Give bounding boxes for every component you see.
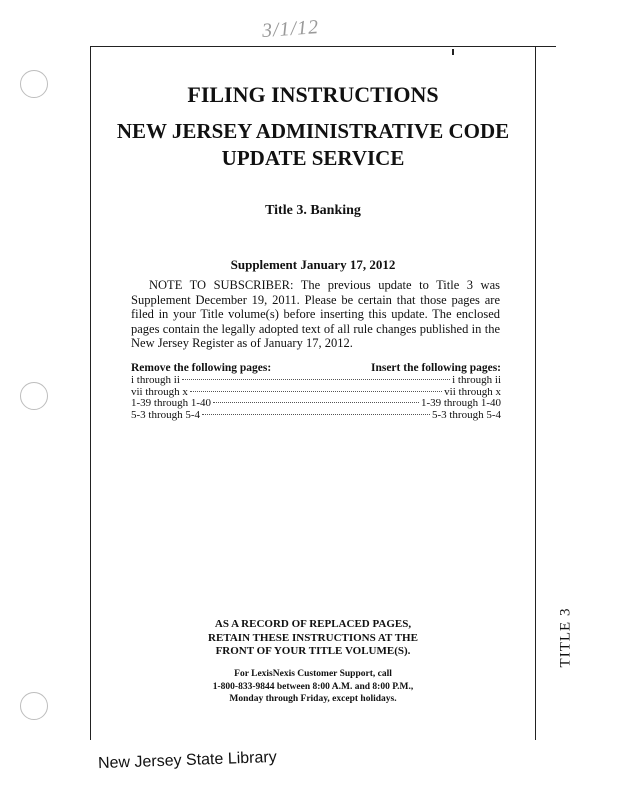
remove-header: Remove the following pages: <box>131 362 272 374</box>
library-stamp: New Jersey State Library <box>97 748 277 773</box>
support-line-3: Monday through Friday, except holidays. <box>229 694 397 704</box>
pages-table-header <box>131 362 501 375</box>
frame-tick <box>452 49 454 55</box>
supplement-date: Supplement January 17, 2012 <box>230 257 396 272</box>
dot-leader <box>202 414 430 415</box>
handwritten-mark: 3/1/12 <box>261 16 320 42</box>
dot-leader <box>190 391 442 392</box>
binder-hole-top <box>20 70 48 98</box>
insert-pages: 5-3 through 5-4 <box>431 408 501 421</box>
title-side-tab <box>536 590 596 685</box>
binder-hole-bottom <box>20 692 48 720</box>
dot-leader <box>213 402 419 403</box>
page-title: FILING INSTRUCTIONS <box>187 82 439 107</box>
pages-table <box>131 362 501 421</box>
support-line-1: For LexisNexis Customer Support, call <box>234 669 392 679</box>
insert-pages: 1-39 through 1-40 <box>420 397 501 409</box>
remove-pages: 5-3 through 5-4 <box>131 408 201 421</box>
side-tab-label: TITLE 3 <box>557 607 574 668</box>
support-line-2: 1-800-833-9844 between 8:00 A.M. and 8:00 P.M., <box>212 681 414 692</box>
insert-pages: i through ii <box>452 374 501 386</box>
table-row <box>131 375 501 387</box>
insert-header: Insert the following pages: <box>370 362 501 374</box>
record-line-2: RETAIN THESE INSTRUCTIONS AT THE <box>208 631 418 644</box>
binder-hole-middle <box>20 382 48 410</box>
record-line-1: AS A RECORD OF REPLACED PAGES, <box>214 618 412 630</box>
remove-pages: i through ii <box>131 374 180 386</box>
insert-pages: vii through x <box>444 385 501 398</box>
subtitle-line-1: NEW JERSEY ADMINISTRATIVE CODE <box>116 119 510 143</box>
record-notice <box>92 618 534 659</box>
frame-top-border <box>90 46 556 47</box>
title-name: Title 3. Banking <box>265 203 361 218</box>
subscriber-note: NOTE TO SUBSCRIBER: The previous update to Title 3 was Supplement December 19, 2011. Please be certain that those pages are filed in your Title volume(s) before inserting this update. The enclosed pages contain the legally adopted text of all rule changes published in the New Jersey Register as of January 17, 2012. <box>131 278 500 350</box>
support-info <box>92 668 534 706</box>
table-row <box>131 410 501 422</box>
table-row <box>131 398 501 410</box>
frame-left-border <box>90 46 91 740</box>
page-subtitle <box>92 118 534 172</box>
remove-pages: 1-39 through 1-40 <box>131 397 212 409</box>
remove-pages: vii through x <box>131 385 188 398</box>
record-line-3: FRONT OF YOUR TITLE VOLUME(S). <box>215 645 411 657</box>
subtitle-line-2: UPDATE SERVICE <box>221 146 405 170</box>
dot-leader <box>182 379 450 380</box>
